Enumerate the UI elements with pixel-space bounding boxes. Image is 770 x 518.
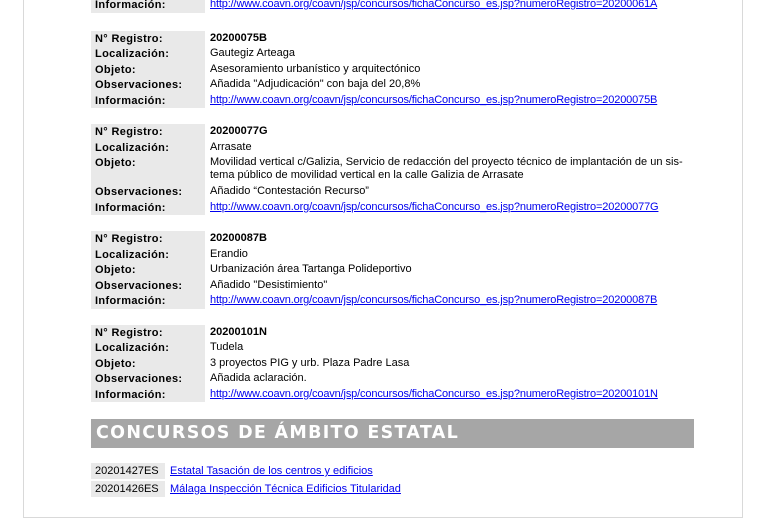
value-objeto-line: Movilidad vertical c/Galizia, Servicio de redacción del proyecto técnico de implantación de un sis-	[210, 156, 683, 168]
row-registro	[91, 325, 695, 341]
list-item-link-wrap	[165, 481, 401, 497]
value-registro: 20200087B	[210, 232, 267, 244]
row-localizacion	[91, 140, 695, 156]
row-informacion	[91, 0, 695, 13]
label-localizacion: Localización:	[91, 247, 205, 263]
record-link[interactable]: http://www.coavn.org/coavn/jsp/concursos/fichaConcurso_es.jsp?numeroRegistro=20200075B	[210, 93, 658, 106]
record	[91, 31, 695, 109]
value-objeto-line: tema público de movilidad vertical en la calle Galizia de Arrasate	[210, 169, 524, 181]
label-localizacion: Localización:	[91, 46, 205, 62]
value-localizacion: Gautegiz Arteaga	[210, 47, 296, 59]
row-registro	[91, 31, 695, 47]
record-link[interactable]: http://www.coavn.org/coavn/jsp/concursos/fichaConcurso_es.jsp?numeroRegistro=20200087B	[210, 294, 658, 306]
list-item-link[interactable]: Estatal Tasación de los centros y edificios	[170, 465, 373, 477]
estatal-list	[91, 462, 694, 498]
label-objeto: Objeto:	[91, 62, 205, 78]
label-registro: N° Registro:	[91, 231, 205, 247]
label-informacion: Información:	[91, 0, 205, 13]
label-registro: N° Registro:	[91, 124, 205, 140]
regional-records	[91, 0, 695, 418]
list-item-code: 20201426ES	[91, 481, 165, 497]
row-localizacion	[91, 46, 695, 62]
label-localizacion: Localización:	[91, 140, 205, 156]
row-informacion	[91, 293, 695, 309]
record	[91, 231, 695, 309]
value-informacion	[205, 387, 695, 403]
label-informacion: Información:	[91, 200, 205, 216]
row-registro	[91, 231, 695, 247]
label-objeto: Objeto:	[91, 356, 205, 372]
value-observaciones: Añadida "Adjudicación" con baja del 20,8%	[210, 78, 421, 90]
value-informacion	[205, 293, 695, 309]
value-localizacion: Tudela	[210, 341, 244, 353]
value-objeto: Urbanización área Tartanga Polideportivo	[210, 263, 412, 275]
value-objeto: 3 proyectos PIG y urb. Plaza Padre Lasa	[210, 356, 410, 369]
value-registro: 20200077G	[210, 125, 268, 137]
value-informacion	[205, 200, 695, 216]
row-observaciones	[91, 278, 695, 294]
value-observaciones: Añadido "Desistimiento"	[210, 278, 328, 291]
row-informacion	[91, 200, 695, 216]
value-observaciones: Añadida aclaración.	[210, 372, 307, 384]
label-objeto: Objeto:	[91, 155, 205, 184]
row-localizacion	[91, 340, 695, 356]
value-informacion	[205, 93, 695, 109]
value-objeto	[205, 155, 695, 184]
record-partial	[91, 0, 695, 13]
row-objeto	[91, 262, 695, 278]
label-observaciones: Observaciones:	[91, 371, 205, 387]
row-informacion	[91, 93, 695, 109]
record-link[interactable]: http://www.coavn.org/coavn/jsp/concursos/fichaConcurso_es.jsp?numeroRegistro=20200101N	[210, 387, 658, 400]
label-informacion: Información:	[91, 387, 205, 403]
label-registro: N° Registro:	[91, 325, 205, 341]
list-item-link-wrap	[165, 463, 373, 479]
label-informacion: Información:	[91, 93, 205, 109]
value-objeto: Asesoramiento urbanístico y arquitectónico	[210, 62, 421, 75]
label-registro: N° Registro:	[91, 31, 205, 47]
label-objeto: Objeto:	[91, 262, 205, 278]
section-title: CONCURSOS DE ÁMBITO ESTATAL	[91, 419, 694, 448]
value-registro: 20200075B	[210, 31, 267, 44]
label-observaciones: Observaciones:	[91, 77, 205, 93]
label-informacion: Información:	[91, 293, 205, 309]
row-objeto	[91, 356, 695, 372]
list-item	[91, 480, 694, 498]
row-observaciones	[91, 371, 695, 387]
record-link[interactable]: http://www.coavn.org/coavn/jsp/concursos/fichaConcurso_es.jsp?numeroRegistro=20200077G	[210, 200, 659, 213]
label-observaciones: Observaciones:	[91, 184, 205, 200]
value-localizacion: Erandio	[210, 247, 248, 260]
value-registro: 20200101N	[210, 325, 267, 338]
label-observaciones: Observaciones:	[91, 278, 205, 294]
row-observaciones	[91, 77, 695, 93]
label-localizacion: Localización:	[91, 340, 205, 356]
row-observaciones	[91, 184, 695, 200]
list-item-code: 20201427ES	[91, 463, 165, 479]
record-link[interactable]: http://www.coavn.org/coavn/jsp/concursos/fichaConcurso_es.jsp?numeroRegistro=20200061A	[210, 0, 658, 10]
record	[91, 325, 695, 403]
row-registro	[91, 124, 695, 140]
record	[91, 124, 695, 215]
row-informacion	[91, 387, 695, 403]
value-localizacion: Arrasate	[210, 140, 252, 153]
list-item	[91, 462, 694, 480]
value-observaciones: Añadido “Contestación Recurso”	[210, 185, 369, 197]
row-localizacion	[91, 247, 695, 263]
value-informacion	[205, 0, 695, 13]
row-objeto	[91, 155, 695, 184]
row-objeto	[91, 62, 695, 78]
list-item-link[interactable]: Málaga Inspección Técnica Edificios Titularidad	[170, 483, 401, 495]
